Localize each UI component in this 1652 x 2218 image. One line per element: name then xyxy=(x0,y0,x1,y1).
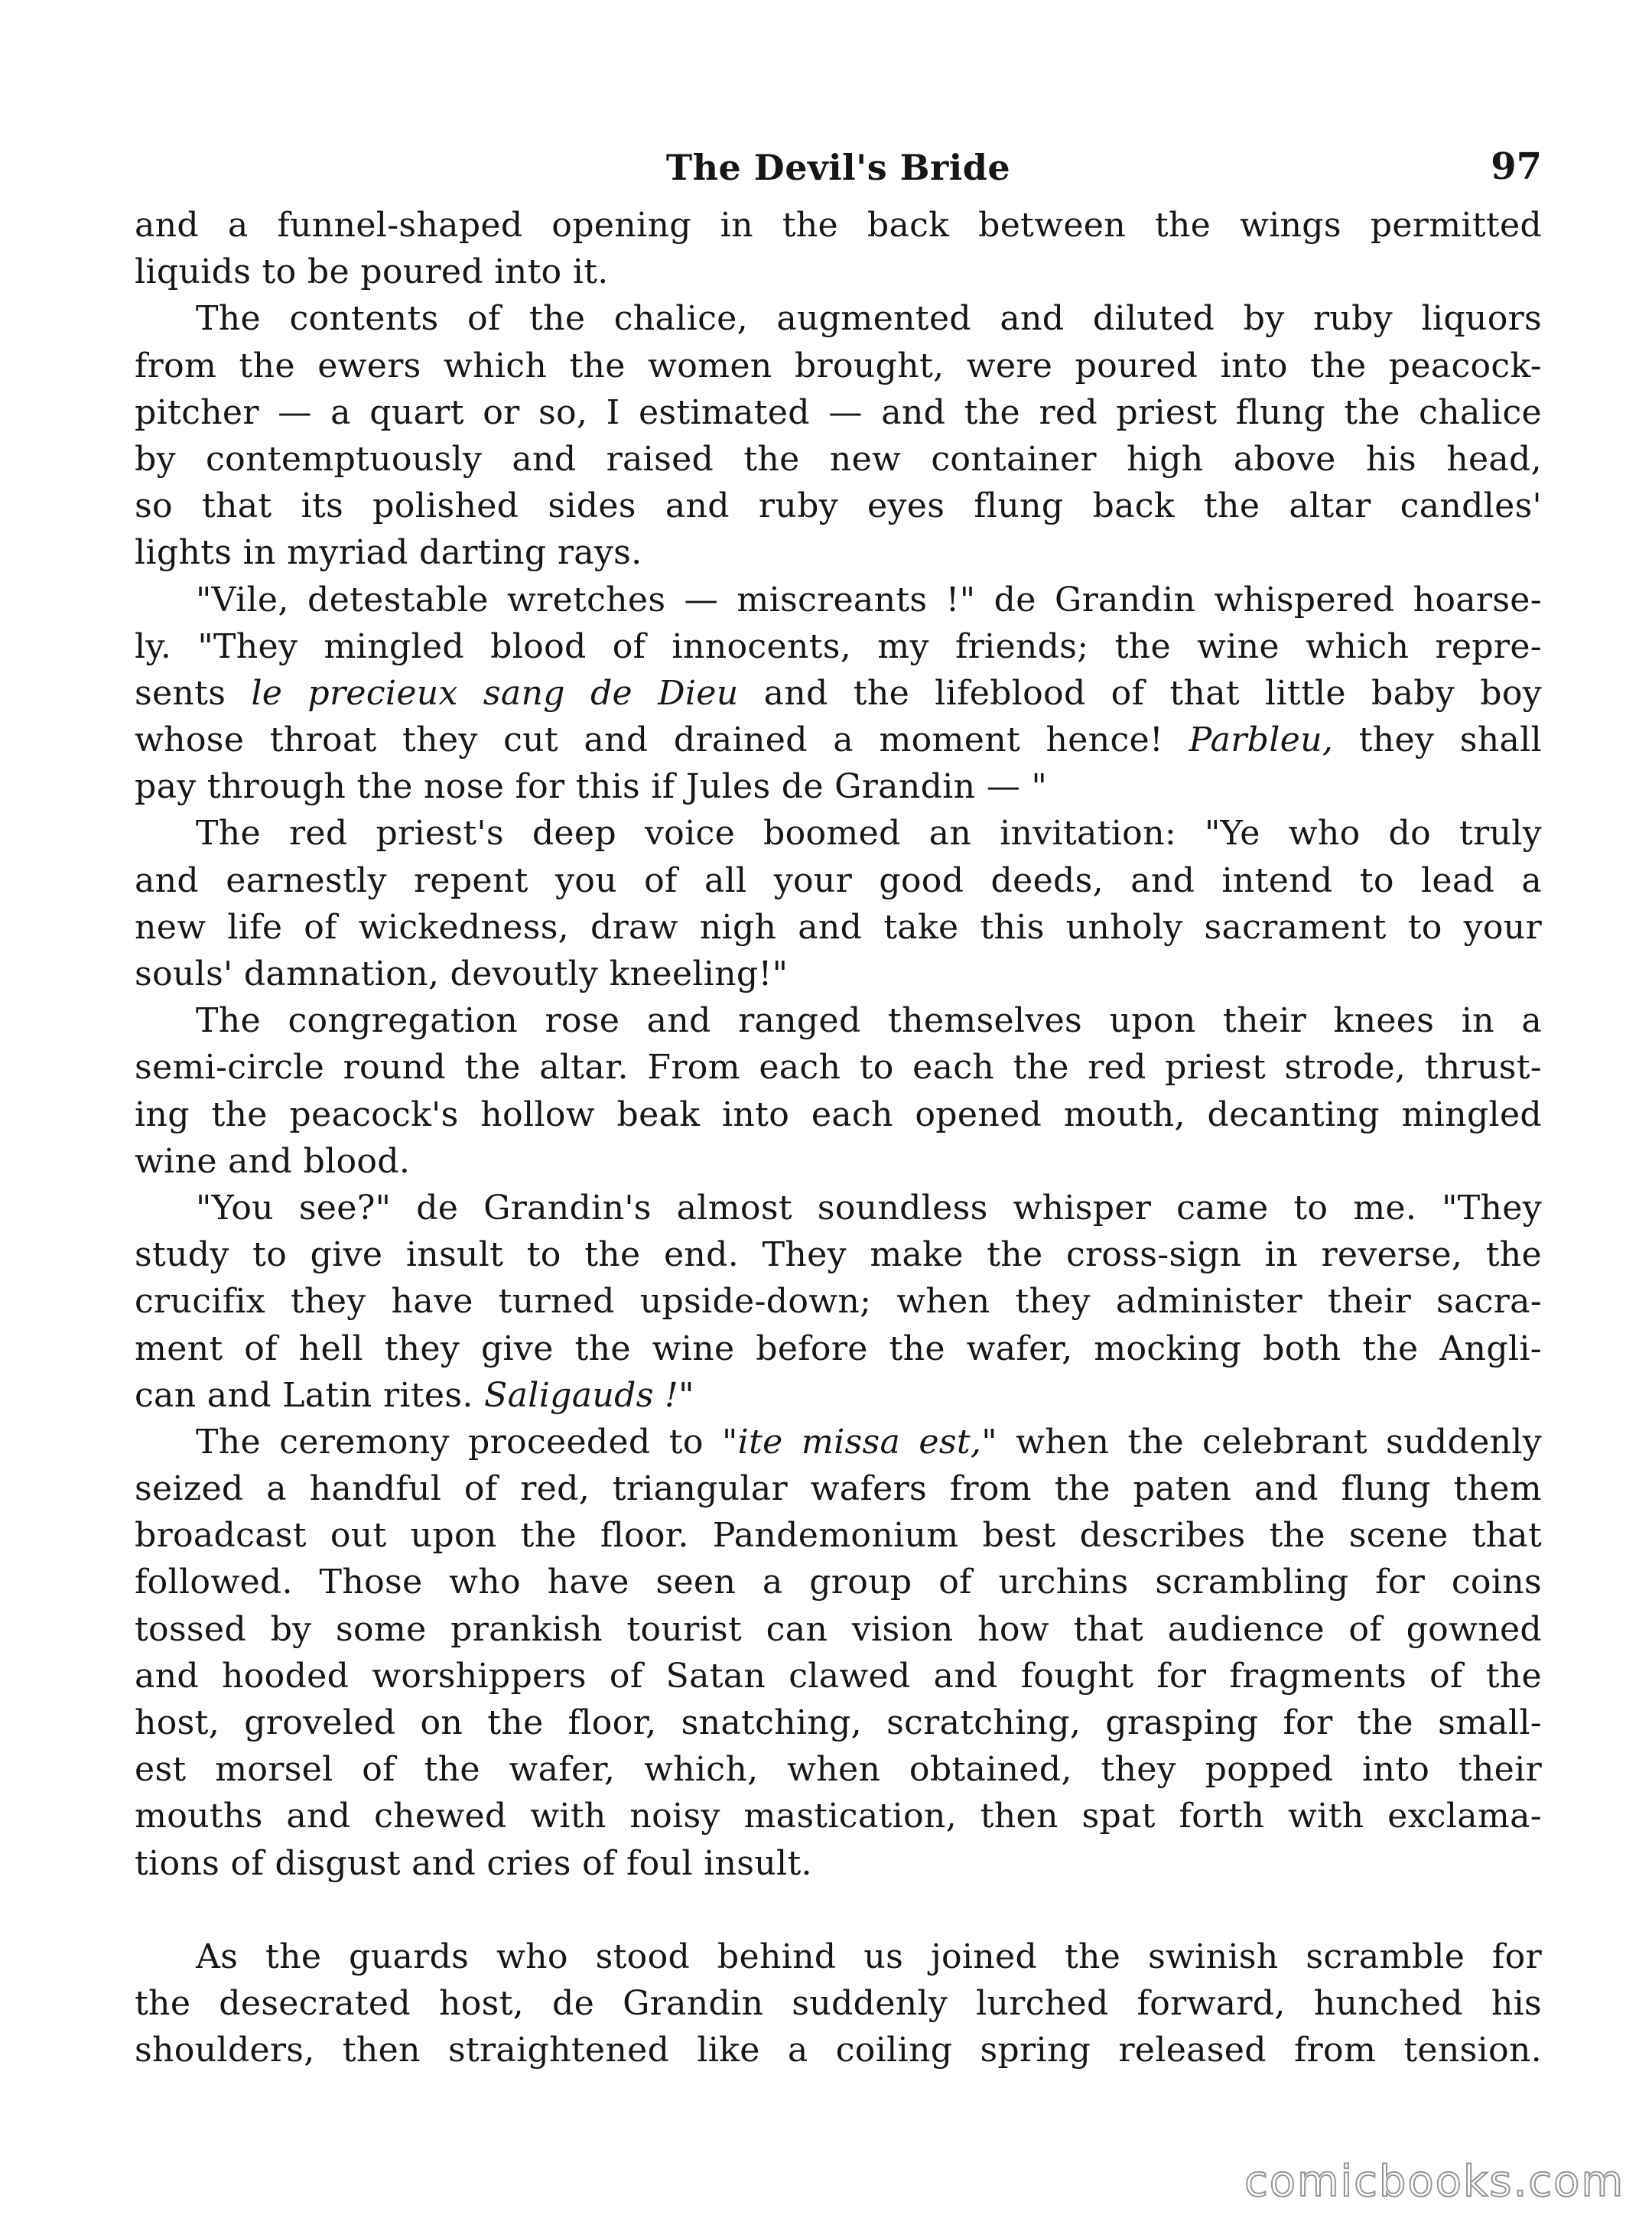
text-line: The ceremony proceeded to "ite missa est," when the celebrant suddenly xyxy=(196,1422,1542,1462)
text-line: followed. Those who have seen a group of urchins scrambling for coins xyxy=(135,1563,1542,1602)
paragraph xyxy=(135,1933,1542,2074)
text-line: The congregation rose and ranged themselves upon their knees in a xyxy=(196,1001,1542,1041)
text-line: The red priest's deep voice boomed an invitation: "Ye who do truly xyxy=(196,814,1542,854)
text-line: mouths and chewed with noisy mastication, then spat forth with exclama- xyxy=(135,1797,1542,1836)
text-line: ly. "They mingled blood of innocents, my friends; the wine which repre- xyxy=(135,626,1542,666)
text-line: semi-circle round the altar. From each to each the red priest strode, thrust- xyxy=(135,1048,1542,1088)
text-line: broadcast out upon the floor. Pandemonium best describes the scene that xyxy=(135,1516,1542,1556)
text-line: pitcher — a quart or so, I estimated — and the red priest flung the chalice xyxy=(135,392,1542,432)
section-break xyxy=(135,1887,1542,1933)
text-line: sents le precieux sang de Dieu and the lifeblood of that little baby boy xyxy=(135,673,1542,713)
text-line: ing the peacock's hollow beak into each opened mouth, decanting mingled xyxy=(135,1094,1542,1134)
text-line: and hooded worshippers of Satan clawed and fought for fragments of the xyxy=(135,1656,1542,1696)
text-line: est morsel of the wafer, which, when obtained, they popped into their xyxy=(135,1750,1542,1790)
paragraph xyxy=(135,997,1542,1185)
text-line: and earnestly repent you of all your good deeds, and intend to lead a xyxy=(135,860,1542,900)
text-line: study to give insult to the end. They make the cross-sign in reverse, the xyxy=(135,1235,1542,1275)
text-line: tossed by some prankish tourist can vision how that audience of gowned xyxy=(135,1609,1542,1649)
text-line: the desecrated host, de Grandin suddenly lurched forward, hunched his xyxy=(135,1983,1542,2023)
text-line: lights in myriad darting rays. xyxy=(135,533,642,573)
text-line: host, groveled on the floor, snatching, scratching, grasping for the small- xyxy=(135,1703,1542,1742)
text-line: whose throat they cut and drained a moment hence! Parbleu, they shall xyxy=(135,720,1542,760)
running-title: The Devil's Bride xyxy=(665,147,1011,188)
text-line: The contents of the chalice, augmented and diluted by ruby liquors xyxy=(196,299,1542,339)
paragraph xyxy=(135,1185,1542,1419)
text-line: "You see?" de Grandin's almost soundless whisper came to me. "They xyxy=(196,1188,1542,1228)
text-line: pay through the nose for this if Jules de Grandin — " xyxy=(135,767,1048,807)
text-line: crucifix they have turned upside-down; when they administer their sacra- xyxy=(135,1282,1542,1322)
paragraph xyxy=(135,1419,1542,1887)
text-line: As the guards who stood behind us joined the swinish scramble for xyxy=(196,1937,1542,1976)
text-line: "Vile, detestable wretches — miscreants !" de Grandin whispered hoarse- xyxy=(196,580,1542,620)
running-header xyxy=(135,138,1542,202)
paragraph xyxy=(135,810,1542,997)
text-line: souls' damnation, devoutly kneeling!" xyxy=(135,955,789,994)
text-line: seized a handful of red, triangular wafers from the paten and flung them xyxy=(135,1469,1542,1509)
book-page xyxy=(135,138,1542,2073)
watermark: comicbooks.com xyxy=(1244,2157,1624,2207)
text-line: new life of wickedness, draw nigh and take this unholy sacrament to your xyxy=(135,907,1542,947)
paragraph xyxy=(135,202,1542,295)
text-line: tions of disgust and cries of foul insult. xyxy=(135,1843,812,1883)
text-line: liquids to be poured into it. xyxy=(135,252,609,292)
paragraph xyxy=(135,577,1542,811)
paragraph xyxy=(135,295,1542,576)
text-line: ment of hell they give the wine before the wafer, mocking both the Angli- xyxy=(135,1329,1542,1368)
page-number: 97 xyxy=(1491,145,1542,188)
text-line: and a funnel-shaped opening in the back between the wings permitted xyxy=(135,206,1542,245)
text-line: shoulders, then straightened like a coiling spring released from tension. xyxy=(135,2031,1542,2070)
text-line: so that its polished sides and ruby eyes flung back the altar candles' xyxy=(135,486,1542,526)
text-line: by contemptuously and raised the new container high above his head, xyxy=(135,439,1542,479)
body-text xyxy=(135,202,1542,2073)
text-line: can and Latin rites. Saligauds !" xyxy=(135,1375,694,1415)
text-line: from the ewers which the women brought, were poured into the peacock- xyxy=(135,346,1542,385)
text-line: wine and blood. xyxy=(135,1141,411,1181)
